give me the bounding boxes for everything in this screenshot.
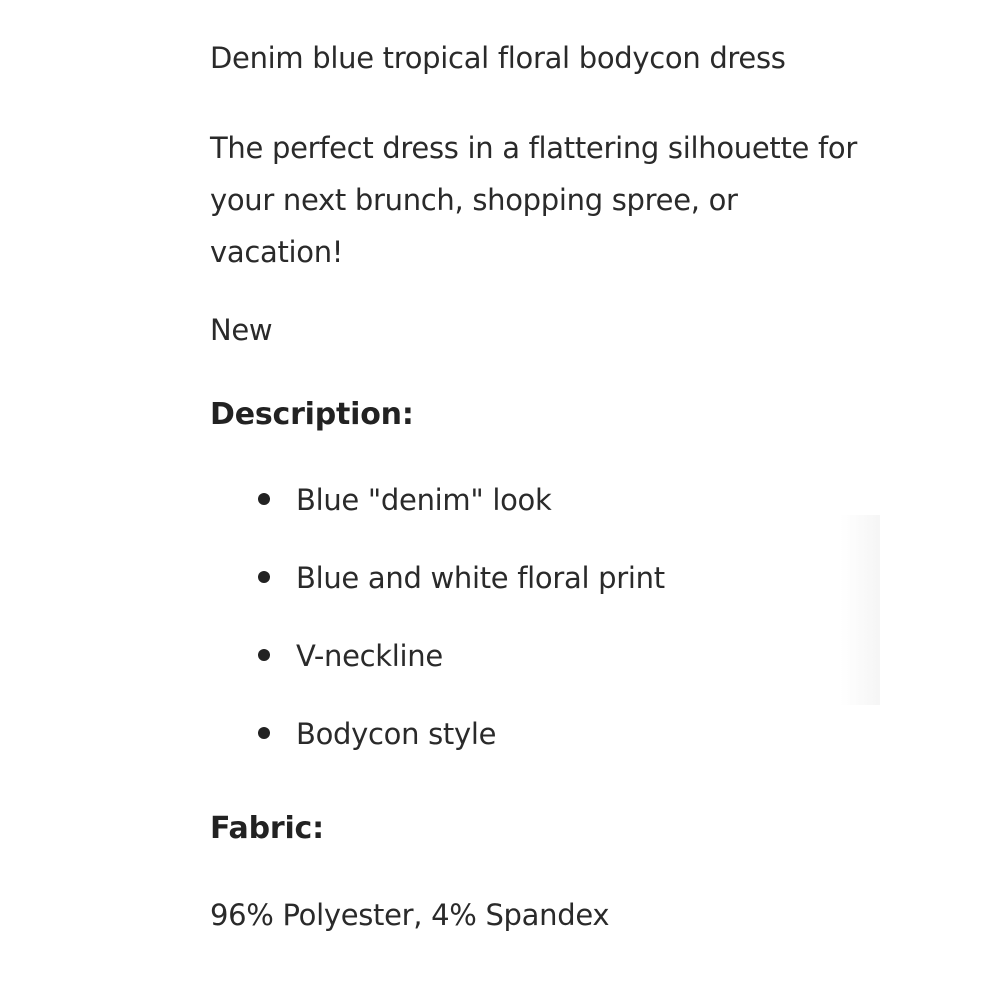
edge-shadow [840,515,880,705]
blurb-line: your next brunch, shopping spree, or [210,183,738,217]
description-heading: Description: [210,397,414,432]
feature-text: Blue "denim" look [296,483,552,517]
blurb-line: The perfect dress in a flattering silhouette for [210,131,857,165]
bullet-dot-icon [258,649,270,661]
blurb-line: vacation! [210,235,344,269]
product-blurb [210,122,857,278]
fabric-text: 96% Polyester, 4% Spandex [210,898,610,932]
bullet-dot-icon [258,727,270,739]
bullet-dot-icon [258,493,270,505]
bullet-dot-icon [258,571,270,583]
product-title: Denim blue tropical floral bodycon dress [210,41,786,75]
fabric-heading: Fabric: [210,811,324,846]
feature-text: Bodycon style [296,717,497,751]
feature-text: Blue and white floral print [296,561,665,595]
feature-text: V-neckline [296,639,443,673]
condition-text: New [210,313,273,347]
